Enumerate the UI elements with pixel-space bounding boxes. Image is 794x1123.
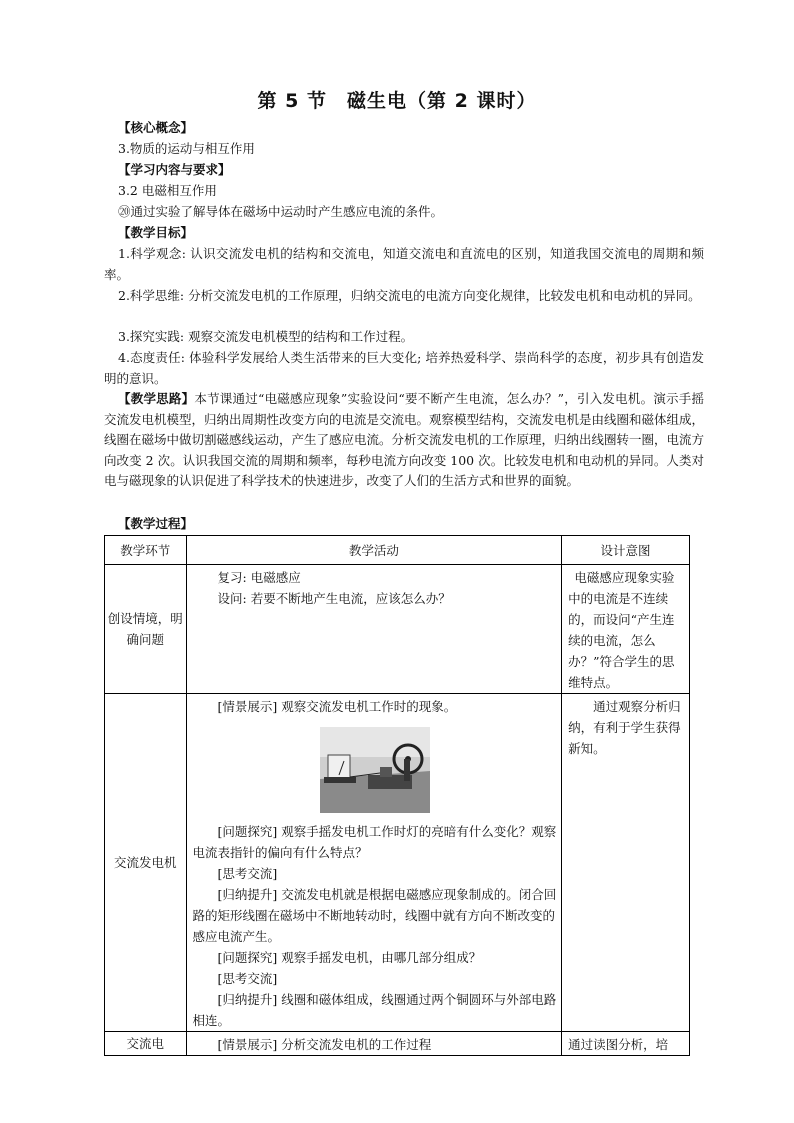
activity-line: [问题探究] 观察手摇发电机工作时灯的亮暗有什么变化？观察电流表指针的偏向有什么特点？ xyxy=(192,824,557,860)
design-text: 电磁感应现象实验中的电流是不连续的，而设问“产生连续的电流，怎么办？”符合学生的思维特点。 xyxy=(568,570,675,690)
objective-3: 3.探究实践: 观察交流发电机模型的结构和工作过程。 xyxy=(118,329,414,344)
activity-line: [归纳提升] 线圈和磁体组成，线圈通过两个铜圆环与外部电路相连。 xyxy=(192,992,557,1028)
activity-line: [归纳提升] 交流发电机就是根据电磁感应现象制成的。闭合回路的矩形线圈在磁场中不断地转动时，线圈中就有方向不断改变的感应电流产生。 xyxy=(192,887,557,944)
design-cell xyxy=(562,1032,690,1056)
table-row xyxy=(105,694,690,1032)
col-header-design: 设计意图 xyxy=(562,536,690,565)
activity-cell xyxy=(186,694,562,1032)
activity-line: 复习: 电磁感应 xyxy=(217,570,301,585)
generator-photo xyxy=(320,727,430,813)
design-cell xyxy=(562,694,690,1032)
activity-line: [问题探究] 观察手摇发电机，由哪几部分组成？ xyxy=(217,950,482,965)
col-header-activity: 教学活动 xyxy=(186,536,562,565)
objective-4: 4.态度责任: 体验科学发展给人类生活带来的巨大变化; 培养热爱科学、崇尚科学的态度，初步具有创造发明的意识。 xyxy=(104,350,704,386)
design-text: 通过观察分析归纳，有利于学生获得新知。 xyxy=(568,699,681,756)
process-header: 【教学过程】 xyxy=(118,516,194,531)
thinking-text: 本节课通过“电磁感应现象”实验设问“要不断产生电流，怎么办？”，引入发电机。演示手摇交流发电机模型，归纳出周期性改变方向的电流是交流电。观察模型结构，交流发电机是由线圈和磁体组成，线圈在磁场中做切割磁感线运动，产生了感应电流。分析交流发电机的工作原理，归纳出线圈转一圈，电流方向改变 2 次。认识我国交流的周期和频率，每秒电流方向改变 100 次。比较发电机和电动机的异同。人类对电与磁现象的认识促进了科学技术的快速进步，改变了人们的生活方式和世界的面貌。 xyxy=(104,391,705,488)
generator-image xyxy=(320,727,430,813)
objective-1: 1.科学观念: 认识交流发电机的结构和交流电，知道交流电和直流电的区别，知道我国交流电的周期和频率。 xyxy=(104,246,704,282)
content-req-item: 3.2 电磁相互作用 xyxy=(118,183,217,198)
table-row xyxy=(105,1032,690,1056)
design-text: 通过读图分析，培 xyxy=(568,1037,669,1052)
activity-line: 设问: 若要不断地产生电流，应该怎么办？ xyxy=(217,591,451,606)
activity-line: [思考交流] xyxy=(217,971,278,986)
activity-line: [情景展示] 观察交流发电机工作时的现象。 xyxy=(217,699,457,714)
core-concept-header: 【核心概念】 xyxy=(118,120,194,135)
col-header-stage: 教学环节 xyxy=(105,536,187,565)
activity-line: [情景展示] 分析交流发电机的工作过程 xyxy=(217,1037,432,1052)
content-req-header: 【学习内容与要求】 xyxy=(118,162,231,177)
thinking-paragraph xyxy=(104,389,704,492)
teaching-process-table xyxy=(104,535,690,1056)
activity-cell xyxy=(186,1032,562,1056)
core-concept: 3.物质的运动与相互作用 xyxy=(118,141,255,156)
table-row xyxy=(105,565,690,694)
stage-cell: 创设情境，明确问题 xyxy=(105,565,187,694)
stage-cell: 交流发电机 xyxy=(105,694,187,1032)
content-req-detail: ⑳通过实验了解导体在磁场中运动时产生感应电流的条件。 xyxy=(118,204,444,219)
design-cell xyxy=(562,565,690,694)
activity-cell xyxy=(186,565,562,694)
stage-cell: 交流电 xyxy=(105,1032,187,1056)
thinking-header: 【教学思路】 xyxy=(118,391,195,406)
objectives-header: 【教学目标】 xyxy=(118,225,194,240)
activity-line: [思考交流] xyxy=(217,866,278,881)
page-title: 第 5 节 磁生电（第 2 课时） xyxy=(257,90,537,112)
objective-2: 2.科学思维: 分析交流发电机的工作原理，归纳交流电的电流方向变化规律，比较发电机和电动机的异同。 xyxy=(118,288,701,303)
table-header-row xyxy=(105,536,690,565)
